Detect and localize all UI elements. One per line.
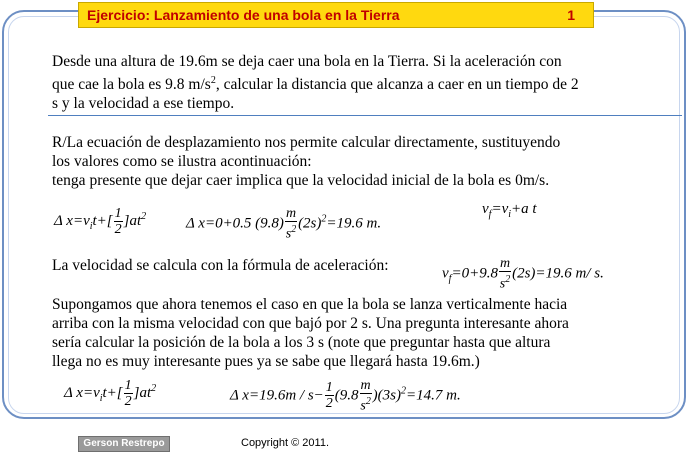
fraction-unit: $\frac{m}{s^2}$ (360, 378, 371, 414)
problem-statement (52, 52, 579, 113)
fraction-half: $\frac{1}{2}$ (124, 378, 132, 409)
section-divider (48, 115, 682, 116)
solution-line-3: tenga presente que dejar caer implica que la velocidad inicial de la bola es 0m/s. (52, 172, 550, 189)
header-title: Ejercicio: Lanzamiento de una bola en la Tierra (87, 7, 400, 23)
author-badge: Gerson Restrepo (78, 436, 170, 452)
upward-line-1: Supongamos que ahora tenemos el caso en que la bola se lanza verticalmente hacia (52, 296, 568, 313)
eq-upward-general: Δ $x=v_it+$[ $\frac{1}{2}$ ]$at^2$ (64, 378, 157, 409)
fraction-unit: $\frac{m}{s^2}$ (285, 206, 297, 242)
solution-intro (52, 133, 560, 190)
copyright-text: Copyright © 2011. (241, 437, 330, 449)
eq-upward-numeric: Δ x=19.6m / s− $\frac{1}{2}$ (9.8 $\frac{m}{s^2}$ )$(3s)^2=14.7$ m. (230, 378, 461, 414)
fraction-half: $\frac{1}{2}$ (114, 206, 122, 237)
fraction-unit: $\frac{m}{s^2}$ (499, 256, 511, 292)
eq-velocity-general: $v_f=v_i+a$ t (482, 201, 537, 220)
eq-displacement-general: Δ $x=v_it+$[ $\frac{1}{2}$ ]$at^2$ (54, 206, 147, 237)
solution-line-1: R/La ecuación de desplazamiento nos permite calcular directamente, sustituyendo (52, 134, 561, 151)
fraction-half: $\frac{1}{2}$ (325, 380, 333, 412)
eq-displacement-numeric: Δ x=0+0.5 (9.8) $\frac{m}{s^2}$ $(2s)^2=19.6$ m. (186, 206, 382, 242)
problem-line-3: s y la velocidad a ese tiempo. (52, 95, 235, 113)
eq-velocity-numeric: $v_f=0+9.8$ $\frac{m}{s^2}$ (2s)=19.6 m/ s. (442, 256, 604, 292)
upward-line-3: sería calcular la posición de la bola a los 3 s (note que preguntar hasta que altura (52, 334, 551, 351)
header-bar (78, 2, 594, 28)
solution-line-2: los valores como se ilustra acontinuación: (52, 153, 312, 170)
upward-line-2: arriba con la misma velocidad con que bajó por 2 s. Una pregunta interesante ahora (52, 315, 569, 332)
velocity-text: La velocidad se calcula con la fórmula de aceleración: (52, 257, 389, 274)
page-number: 1 (567, 7, 575, 23)
problem-line-2: que cae la bola es 9.8 $m/s^2$, calcular la distancia que alcanza a caer en un tiempo de 2 (52, 75, 579, 94)
upward-line-4: llega no es muy interesante pues ya se sabe que llegará hasta 19.6m.) (52, 353, 480, 370)
upward-paragraph (52, 295, 569, 371)
problem-line-1: Desde una altura de 19.6m se deja caer una bola en la Tierra. Si la aceleración con (52, 53, 562, 70)
